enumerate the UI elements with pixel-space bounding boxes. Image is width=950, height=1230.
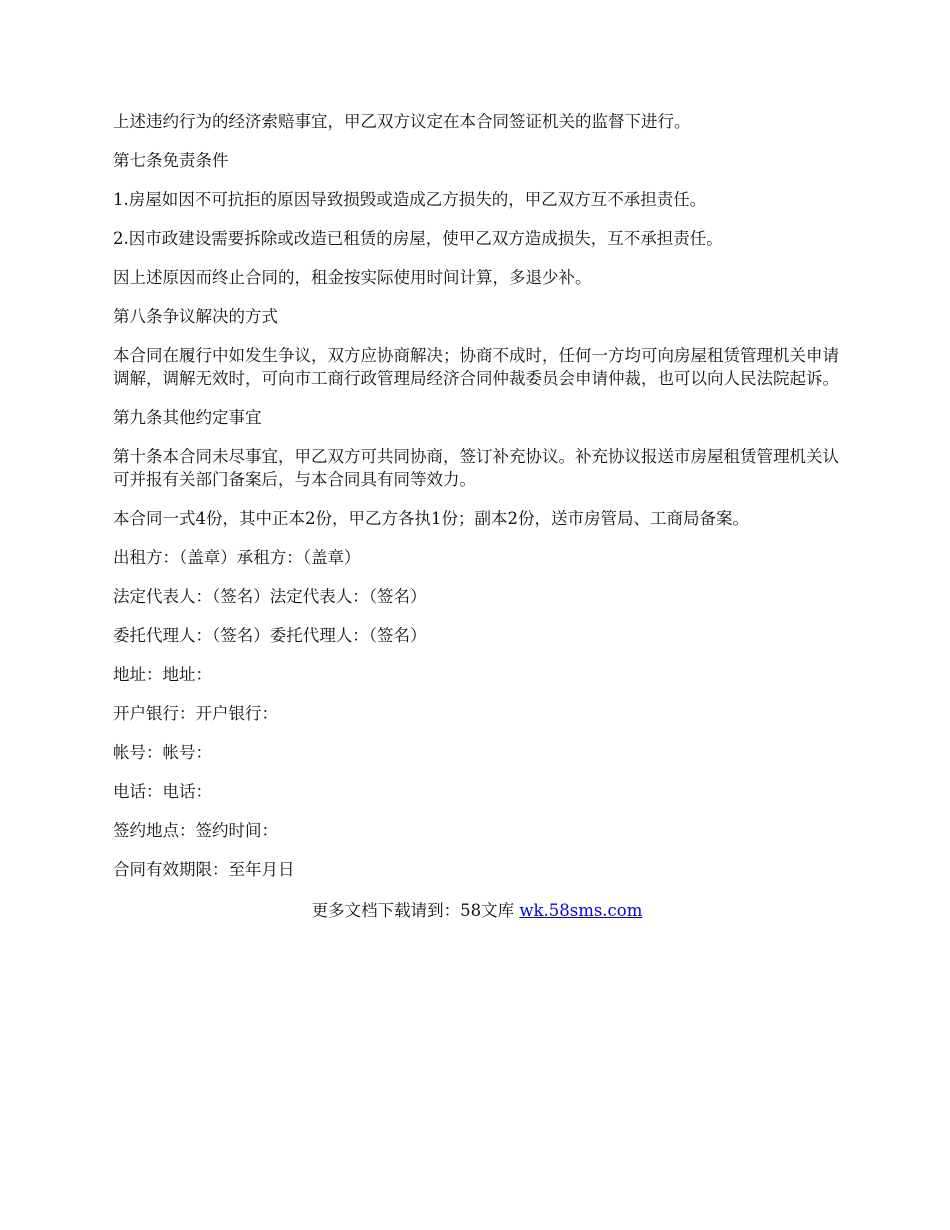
footer-download-note — [113, 899, 841, 922]
signature-legal-rep-line: 法定代表人：（签名）法定代表人：（签名） — [113, 587, 427, 606]
paragraph-dispute-resolution: 本合同在履行中如发生争议，双方应协商解决；协商不成时，任何一方均可向房屋租赁管理机关申请调解，调解无效时，可向市工商行政管理局经济合同仲裁委员会申请仲裁，也可以向人民法院起诉。 — [113, 346, 839, 388]
document-body — [113, 110, 841, 922]
article-8-heading: 第八条争议解决的方式 — [113, 307, 278, 326]
paragraph-force-majeure: 1.房屋如因不可抗拒的原因导致损毁或造成乙方损失的，甲乙双方互不承担责任。 — [113, 190, 707, 209]
paragraph-breach-claims: 上述违约行为的经济索赔事宜，甲乙双方议定在本合同签证机关的监督下进行。 — [113, 112, 691, 131]
paragraph-copies: 本合同一式4份，其中正本2份，甲乙方各执1份；副本2份，送市房管局、工商局备案。 — [113, 509, 749, 528]
paragraph-rent-settlement: 因上述原因而终止合同的，租金按实际使用时间计算，多退少补。 — [113, 268, 592, 287]
paragraph-municipal-demolition: 2.因市政建设需要拆除或改造已租赁的房屋，使甲乙双方造成损失，互不承担责任。 — [113, 229, 723, 248]
article-7-heading: 第七条免责条件 — [113, 151, 229, 170]
signature-agent-line: 委托代理人：（签名）委托代理人：（签名） — [113, 626, 427, 645]
article-9-heading: 第九条其他约定事宜 — [113, 408, 262, 427]
validity-period-line: 合同有效期限：至年月日 — [113, 860, 295, 879]
signature-seal-line: 出租方：（盖章）承租方：（盖章） — [113, 548, 361, 567]
footer-prefix: 更多文档下载请到：58文库 — [311, 901, 520, 920]
signing-place-time-line: 签约地点：签约时间： — [113, 821, 278, 840]
phone-line: 电话：电话： — [113, 782, 212, 801]
bank-line: 开户银行：开户银行： — [113, 704, 278, 723]
paragraph-article-10: 第十条本合同未尽事宜，甲乙双方可共同协商，签订补充协议。补充协议报送市房屋租赁管理机关认可并报有关部门备案后，与本合同具有同等效力。 — [113, 447, 839, 489]
address-line: 地址：地址： — [113, 665, 212, 684]
account-line: 帐号：帐号： — [113, 743, 212, 762]
footer-link[interactable]: wk.58sms.com — [519, 901, 643, 920]
